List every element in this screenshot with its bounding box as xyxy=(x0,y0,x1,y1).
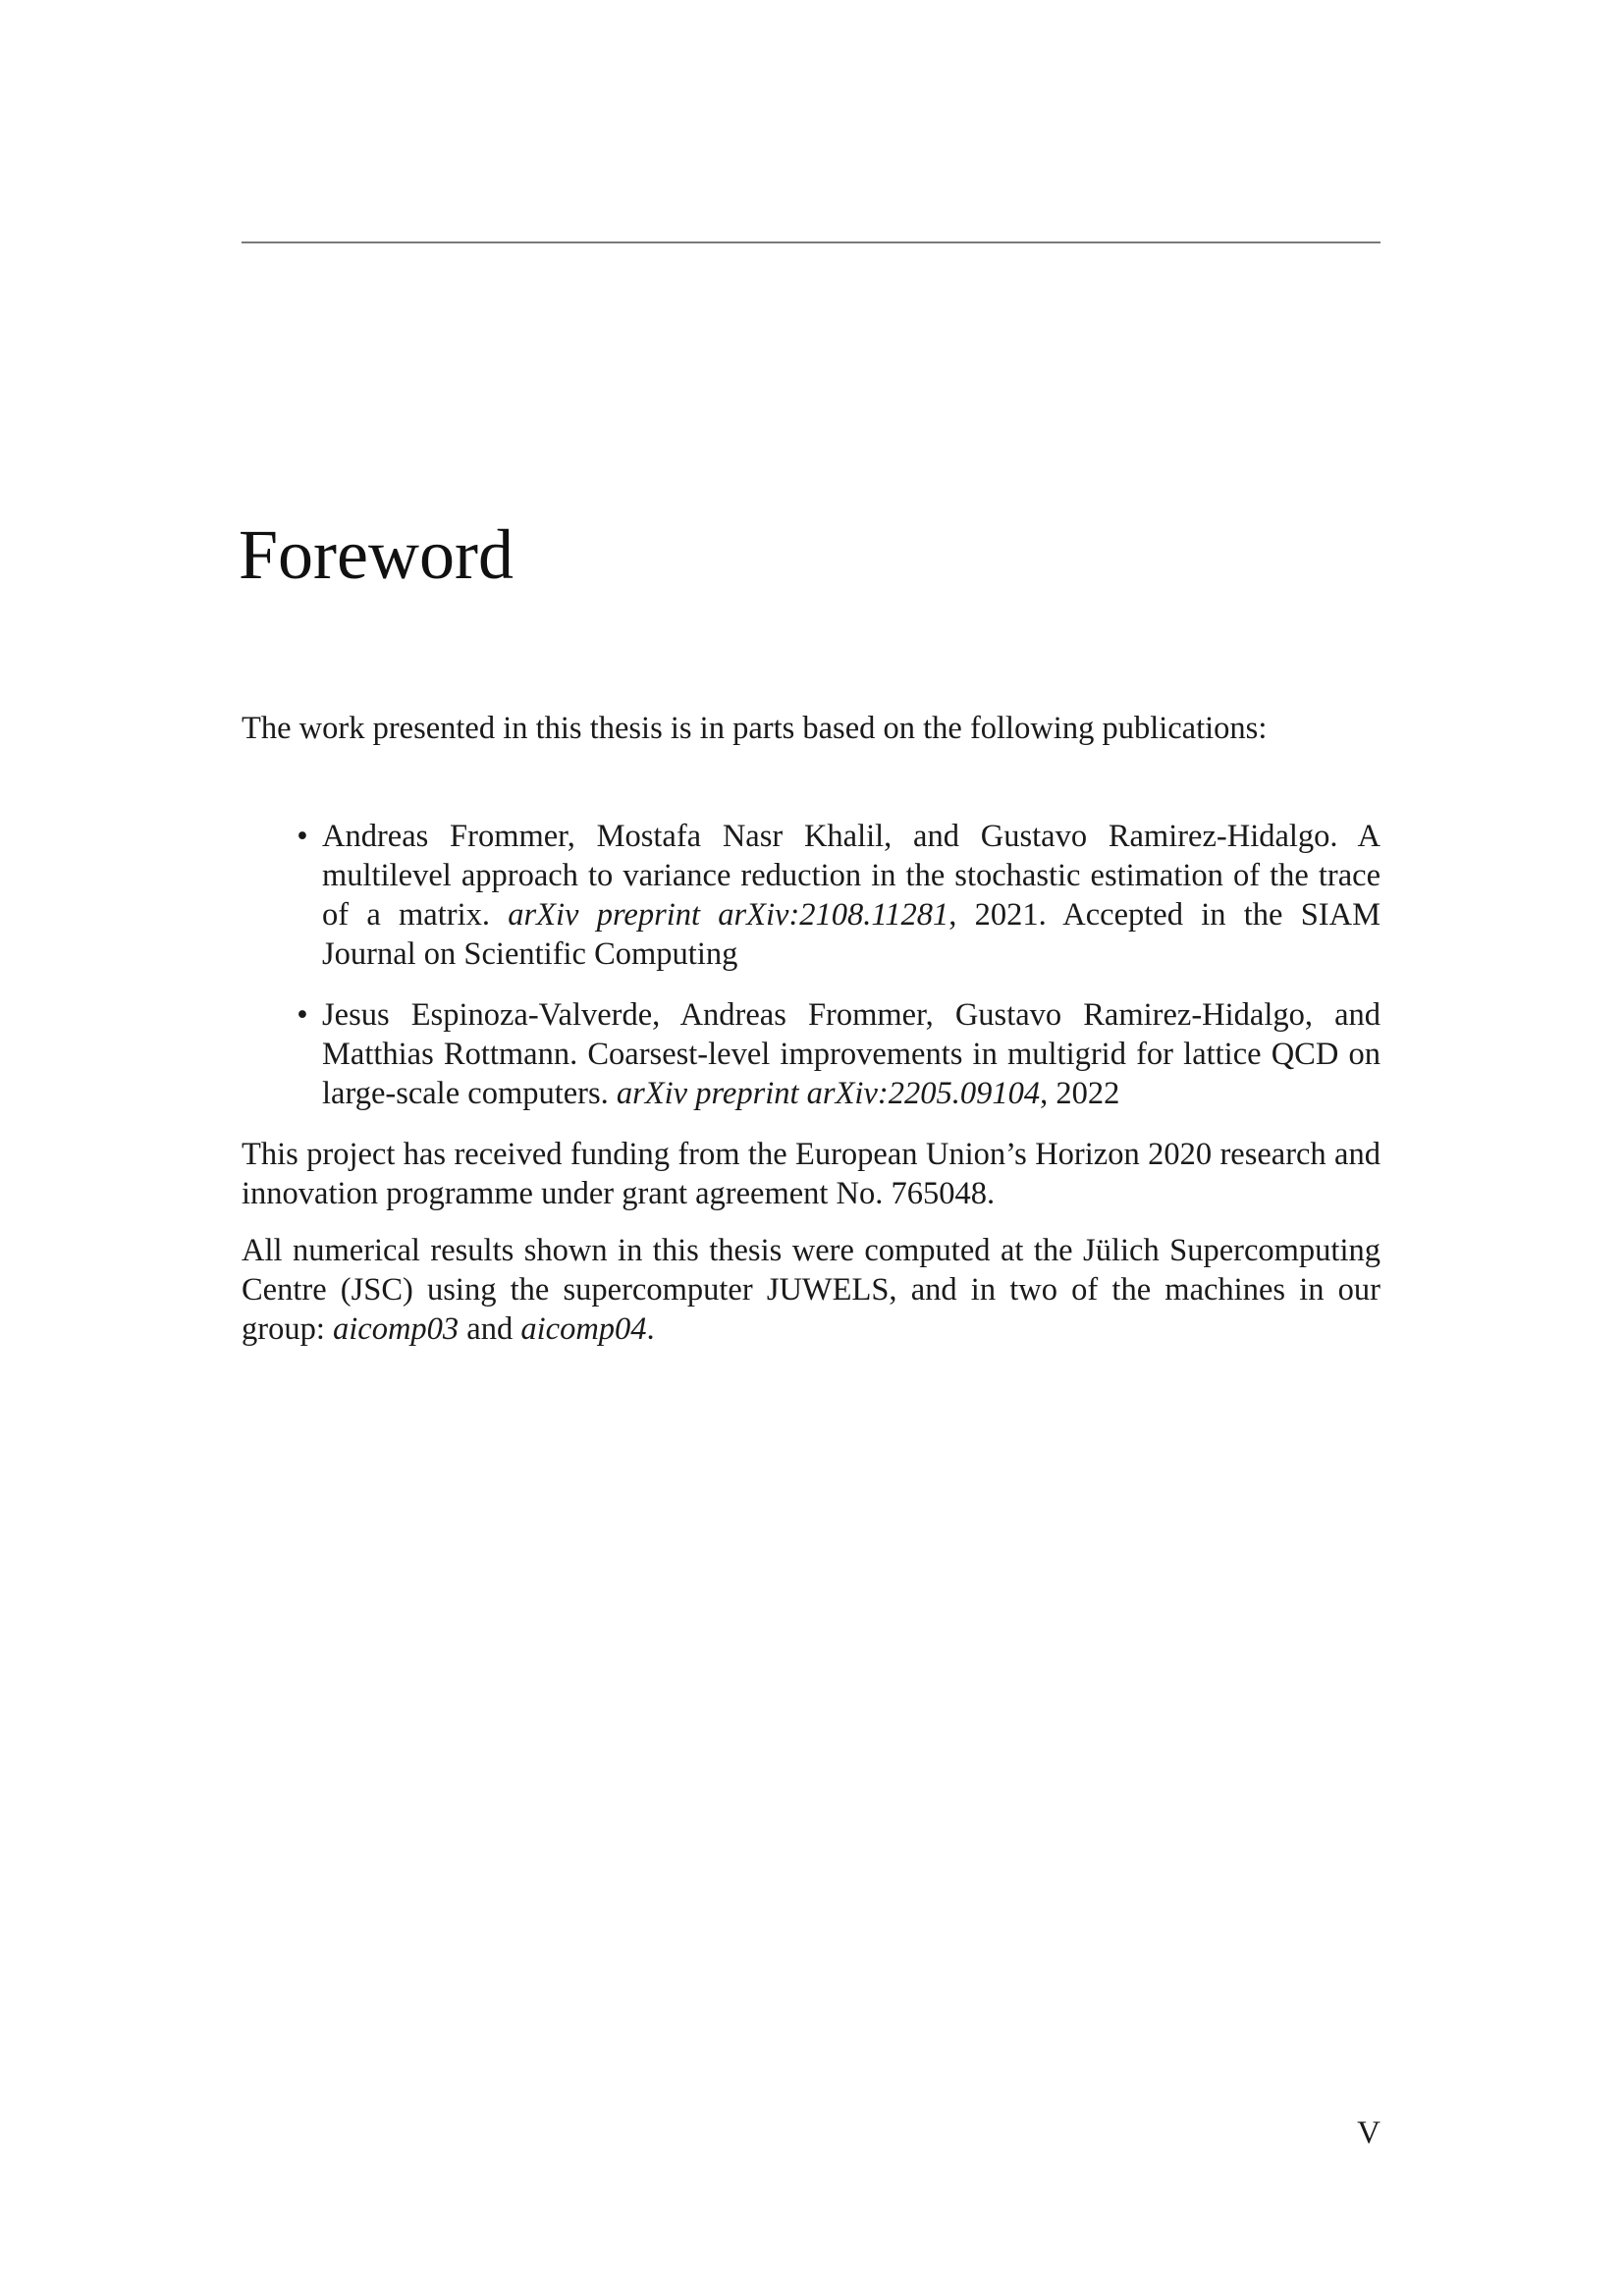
header-rule xyxy=(242,241,1380,243)
body-text xyxy=(242,709,1380,1349)
bullet-icon: • xyxy=(297,997,308,1033)
machine-name: aicomp04 xyxy=(520,1311,647,1347)
publication-list xyxy=(242,817,1380,1113)
machine-name: aicomp03 xyxy=(332,1311,460,1347)
funding-paragraph: This project has received funding from the European Union’s Horizon 2020 research and innovation programme under grant agreement No. 765048. xyxy=(242,1137,1380,1211)
computing-text: All numerical results shown in this thesis were computed at the Jülich Supercomputing Centre (JSC) using the supercomputer JUWELS, and in two of the machines in our group: xyxy=(242,1233,1380,1347)
bullet-icon: • xyxy=(297,819,308,854)
computing-paragraph xyxy=(242,1231,1380,1349)
publication-tail: , 2021. Accepted in the SIAM Journal on Scientific Computing xyxy=(322,897,1380,972)
publication-item xyxy=(242,995,1380,1113)
publication-journal: arXiv preprint arXiv:2108.11281 xyxy=(508,897,949,933)
page-number: V xyxy=(1357,2115,1380,2151)
publication-journal: arXiv preprint arXiv:2205.09104 xyxy=(616,1076,1041,1111)
publication-tail: , 2022 xyxy=(1040,1076,1120,1111)
computing-end: . xyxy=(646,1311,655,1347)
publication-item xyxy=(242,817,1380,974)
computing-connector: and xyxy=(459,1311,521,1347)
intro-paragraph: The work presented in this thesis is in parts based on the following publications: xyxy=(242,711,1268,746)
publication-text: Jesus Espinoza-Valverde, Andreas Frommer, Gustavo Ramirez-Hidalgo, and Matthias Rottmann. Coarsest-level improvements in multigrid for lattice QCD on large-scale computers. xyxy=(322,997,1380,1111)
publication-text: Andreas Frommer, Mostafa Nasr Khalil, and Gustavo Ramirez-Hidalgo. A multilevel approach to variance reduction in the stochastic estimation of the trace of a matrix. xyxy=(322,819,1380,933)
chapter-title: Foreword xyxy=(239,515,514,594)
